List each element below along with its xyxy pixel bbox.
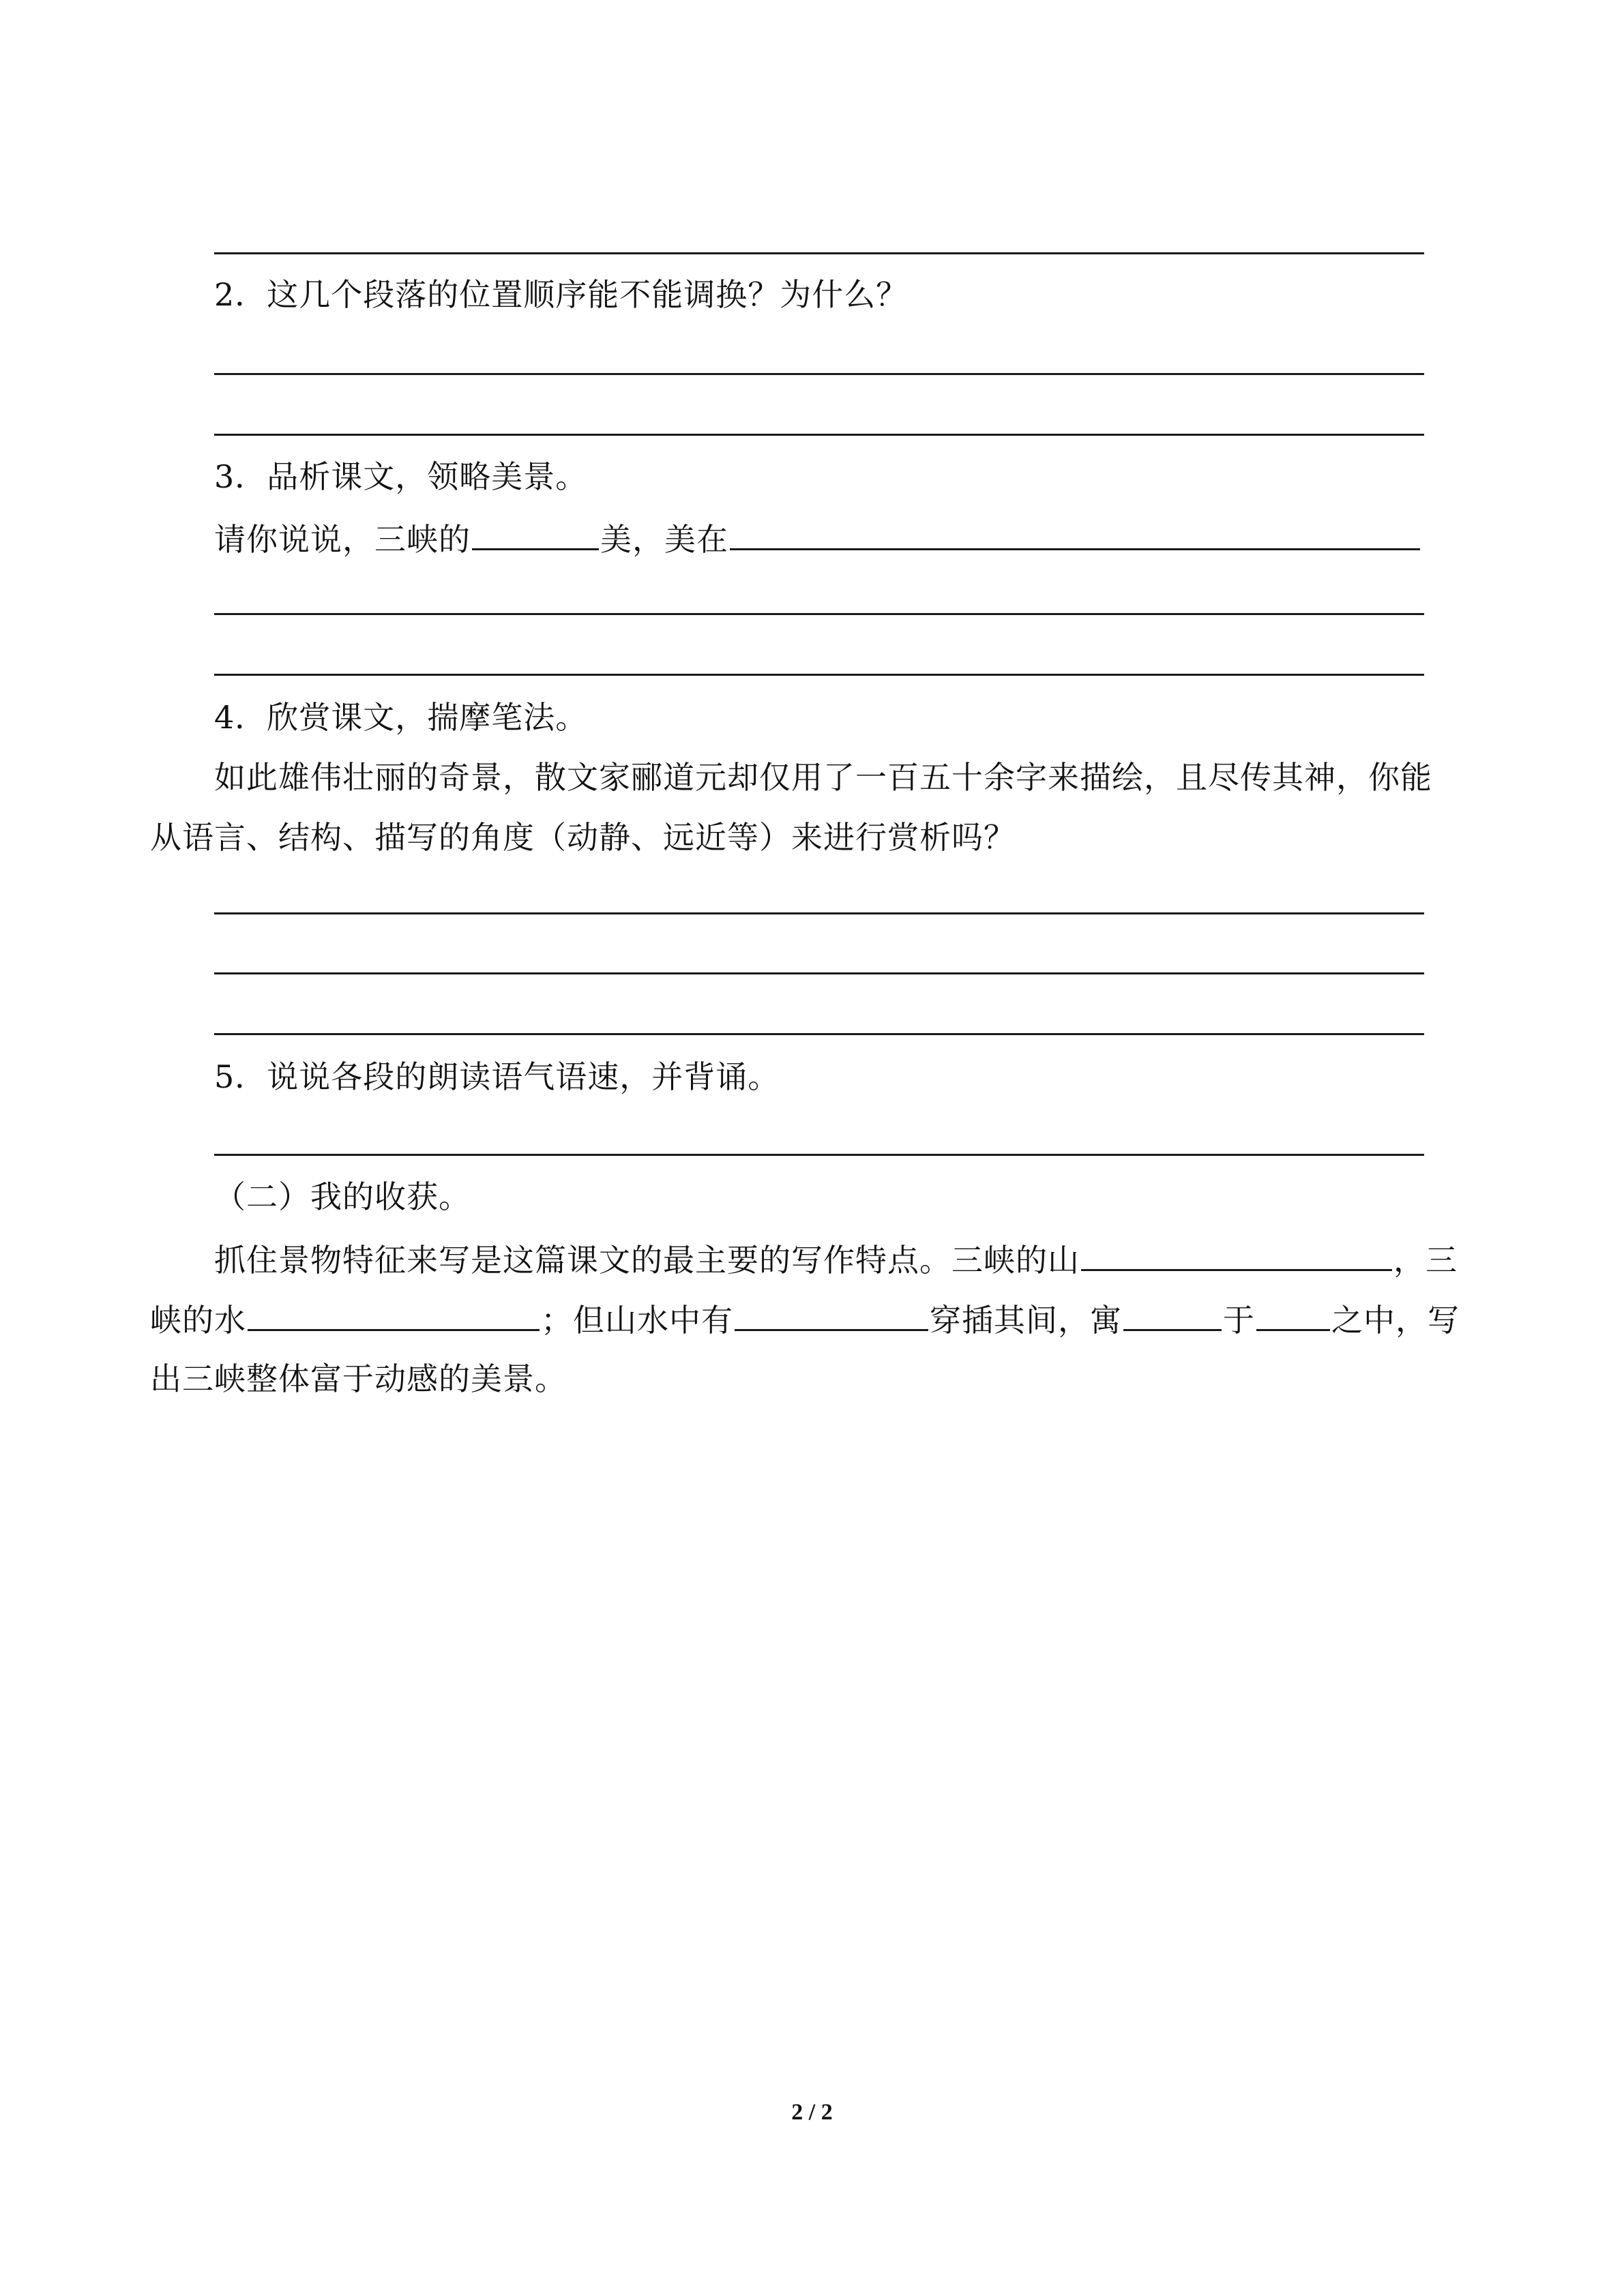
harvest-line-1-end: ，三 (1393, 1242, 1458, 1279)
question-4-body-line-1 (214, 757, 1432, 798)
fill-blank[interactable] (735, 1298, 928, 1331)
answer-line[interactable] (214, 972, 1424, 974)
harvest-heading (214, 1176, 471, 1217)
fill-blank[interactable] (730, 517, 1420, 550)
harvest-line-1-start: 抓住景物特征来写是这篇课文的最主要的写作特点。三峡的山 (214, 1242, 1080, 1279)
answer-line[interactable] (214, 912, 1424, 914)
harvest-heading-text: （二）我的收获。 (214, 1178, 471, 1215)
question-4-body-text-2: 从语言、结构、描写的角度（动静、远近等）来进行赏析吗？ (150, 819, 1016, 856)
fill-blank[interactable] (1123, 1298, 1222, 1331)
harvest-line-2-b: ；但山水中有 (541, 1302, 733, 1339)
harvest-line-3-text: 出三峡整体富于动感的美景。 (150, 1360, 567, 1397)
harvest-line-2-d: 于 (1223, 1302, 1255, 1339)
harvest-line-2-e: 之中，写 (1331, 1302, 1460, 1339)
question-4-title (214, 697, 587, 738)
answer-line[interactable] (214, 252, 1424, 254)
question-2-text: 2．这几个段落的位置顺序能不能调换？为什么？ (214, 276, 909, 313)
harvest-line-2-a: 峡的水 (150, 1302, 246, 1339)
question-3-title (214, 456, 587, 497)
harvest-line-2 (150, 1298, 1460, 1341)
harvest-line-2-c: 穿插其间，寓 (930, 1302, 1122, 1339)
fill-blank[interactable] (1081, 1238, 1392, 1271)
question-4-body-line-2 (150, 817, 1016, 858)
answer-line[interactable] (214, 613, 1424, 615)
question-3-title-text: 3．品析课文，领略美景。 (214, 458, 588, 495)
harvest-line-1 (214, 1238, 1458, 1281)
fill-blank[interactable] (248, 1298, 540, 1331)
question-2 (214, 274, 908, 315)
page-number: 2 / 2 (791, 2100, 833, 2125)
question-4-title-text: 4．欣赏课文，揣摩笔法。 (214, 699, 588, 736)
answer-line[interactable] (214, 434, 1424, 436)
question-5-text: 5．说说各段的朗读语气语速，并背诵。 (214, 1058, 780, 1095)
question-4-body-text-1: 如此雄伟壮丽的奇景，散文家郦道元却仅用了一百五十余字来描绘，且尽传其神，你能 (214, 759, 1432, 796)
answer-line[interactable] (214, 1033, 1424, 1035)
answer-line[interactable] (214, 1154, 1424, 1156)
answer-line[interactable] (214, 674, 1424, 676)
answer-line[interactable] (214, 373, 1424, 375)
question-3-prompt-middle: 美，美在 (600, 521, 728, 558)
question-3-prompt (214, 517, 1421, 560)
fill-blank[interactable] (472, 517, 599, 550)
fill-blank[interactable] (1256, 1298, 1330, 1331)
harvest-line-3 (150, 1358, 567, 1399)
question-5 (214, 1056, 780, 1097)
question-3-prompt-start: 请你说说，三峡的 (214, 521, 471, 558)
